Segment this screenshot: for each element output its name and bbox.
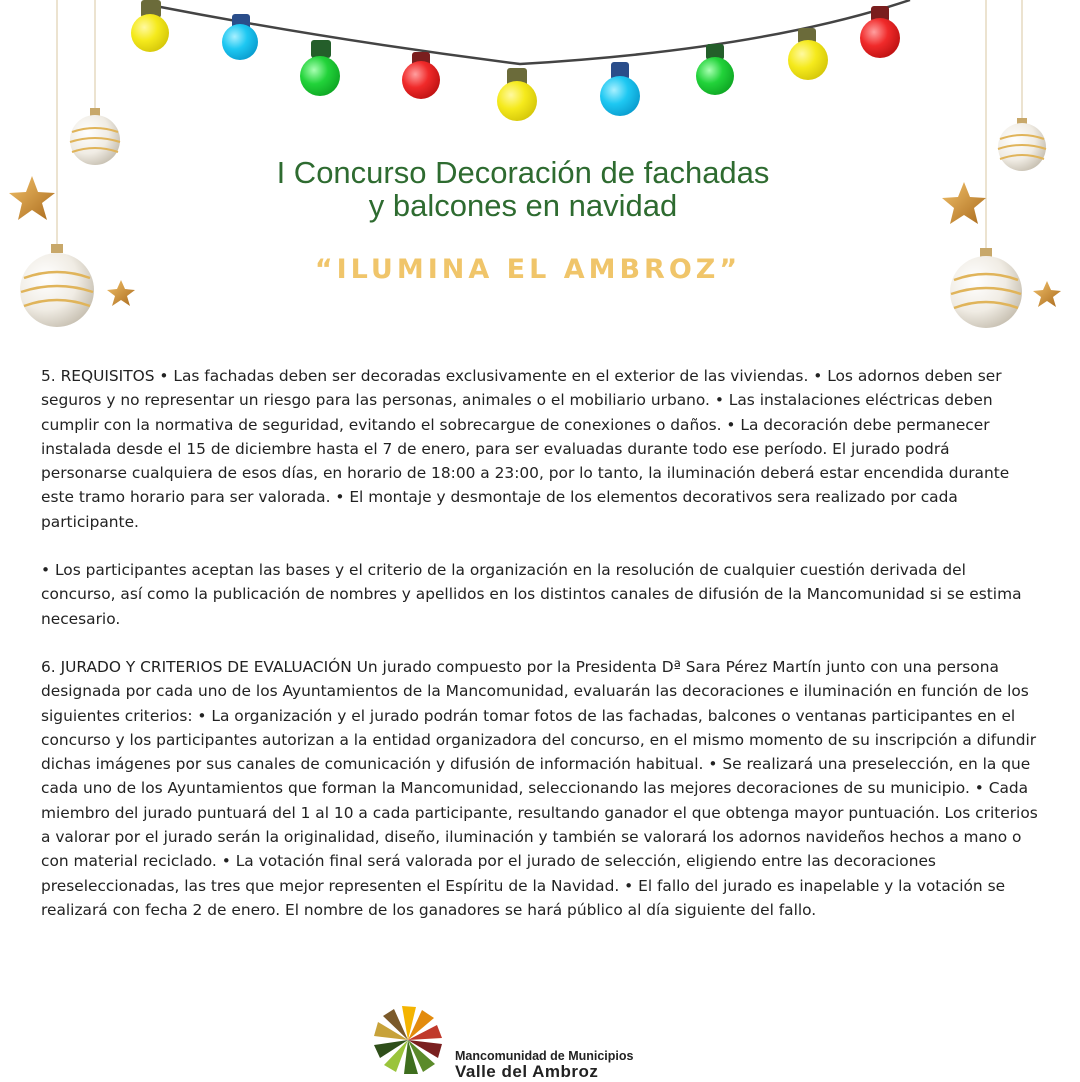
org-name-line-1: Mancomunidad de Municipios — [455, 1049, 634, 1063]
valle-del-ambroz-logo-icon — [370, 1002, 450, 1078]
string-bulb-blue-2 — [600, 62, 640, 116]
section-aceptacion: • Los participantes aceptan las bases y el criterio de la organización en la resolución de cualquier cuestión derivada del concurso, así como la publicación de nombres y apellidos en los distintos canales de difusión de la Mancomunidad si se estima necesario. — [41, 561, 1022, 628]
org-name-line-2: Valle del Ambroz — [455, 1062, 599, 1081]
string-bulb-yellow-2 — [497, 68, 537, 121]
page-title — [0, 156, 1046, 222]
organization-footer — [370, 1002, 670, 1081]
section-requisitos: 5. REQUISITOS • Las fachadas deben ser decoradas exclusivamente en el exterior de las viviendas. • Los adornos deben ser seguros y no representar un riesgo para las personas, animales o el mobiliario urbano. • Las instalaciones eléctricas deben cumplir con la normativa de seguridad, evitando el sobrecargue de conexiones o daños. • La decoración debe permanecer instalada desde el 15 de diciembre hasta el 7 de enero, para ser evaluadas durante todo ese período. El jurado podrá personarse cualquiera de esos días, en horario de 18:00 a 23:00, por lo tanto, la iluminación deberá estar encendida durante este tramo horario para ser valorada. • El montaje y desmontaje de los elementos decorativos sera realizado por cada participante. — [41, 367, 1010, 531]
string-bulb-yellow-3 — [788, 28, 828, 80]
rules-body — [41, 364, 1039, 946]
contest-slogan: “ILUMINA EL AMBROZ” — [314, 254, 742, 285]
title-line-2: y balcones en navidad — [368, 188, 678, 223]
string-bulb-green-2 — [696, 44, 734, 95]
string-bulb-blue-1 — [222, 14, 258, 60]
title-line-1: I Concurso Decoración de fachadas — [276, 155, 770, 190]
string-bulb-green-1 — [300, 40, 340, 96]
string-bulb-red-1 — [402, 52, 440, 99]
section-jurado: 6. JURADO Y CRITERIOS DE EVALUACIÓN Un jurado compuesto por la Presidenta Dª Sara Pérez Martín junto con una persona designada por cada uno de los Ayuntamientos de la Mancomunidad, evaluarán las decoraciones e iluminación en función de los siguientes criterios: • La organización y el jurado podrán tomar fotos de las fachadas, balcones o ventanas participantes en el concurso y los participantes autorizan a la entidad organizadora del concurso, en el mismo momento de su inscripción a difundir dichas imágenes por sus canales de comunicación y difusión de información habitual. • Se realizará una preselección, en la que cada uno de los Ayuntamientos que forman la Mancomunidad, seleccionando las mejores decoraciones de su municipio. • Cada miembro del jurado puntuará del 1 al 10 a cada participante, resultando ganador el que obtenga mayor puntuación. Los criterios a valorar por el jurado serán la originalidad, diseño, iluminación y también se valorará los adornos navideños hechos a mano o con material reciclado. • La votación final será valorada por el jurado de selección, eligiendo entre las decoraciones preseleccionadas, las tres que mejor representen el Espíritu de la Navidad. • El fallo del jurado es inapelable y la votación se realizará con fecha 2 de enero. El nombre de los ganadores se hará público al día siguiente del fallo. — [41, 657, 1038, 919]
